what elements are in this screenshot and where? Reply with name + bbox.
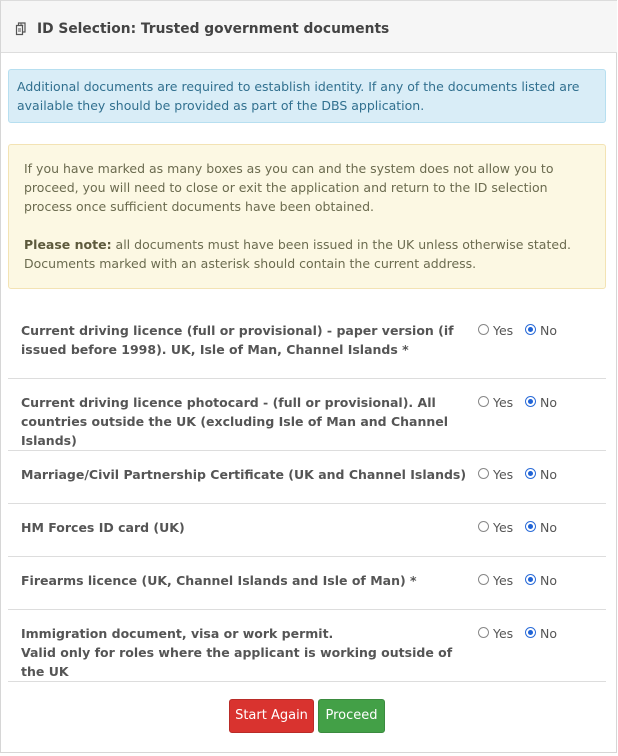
- radio-yes[interactable]: [478, 627, 489, 638]
- document-label: Marriage/Civil Partnership Certificate (UK and Channel Islands): [21, 467, 467, 482]
- yes-no-options: Yes No: [478, 466, 598, 484]
- document-row: [8, 306, 606, 379]
- document-label: Firearms licence (UK, Channel Islands and Isle of Man) *: [21, 573, 417, 588]
- yes-no-options: Yes No: [478, 625, 598, 643]
- document-label-line1: Immigration document, visa or work permit.: [21, 626, 334, 641]
- radio-no[interactable]: [525, 521, 536, 532]
- page-title: ID Selection: Trusted government documents: [37, 21, 390, 37]
- document-copy-icon: [12, 21, 28, 37]
- radio-yes[interactable]: [478, 468, 489, 479]
- document-row: [8, 557, 606, 610]
- radio-no[interactable]: [525, 574, 536, 585]
- warning-alert-text: If you have marked as many boxes as you can and the system does not allow you to proceed, you will need to close or exit the application and return to the ID selection process once sufficient documents have been obtained.: [24, 161, 554, 214]
- radio-no[interactable]: [525, 468, 536, 479]
- document-label: Current driving licence (full or provisional) - paper version (if issued before 1998). UK, Isle of Man, Channel Islands *: [21, 323, 454, 357]
- note-paragraph: [24, 235, 597, 273]
- yes-no-options: Yes No: [478, 394, 598, 412]
- note-body: all documents must have been issued in the UK unless otherwise stated. Documents marked with an asterisk should contain the current address.: [24, 237, 571, 271]
- document-row: [8, 504, 606, 557]
- document-row: [8, 610, 606, 682]
- warning-alert: [8, 144, 606, 289]
- note-lead: Please note:: [24, 237, 112, 252]
- start-again-button[interactable]: Start Again: [229, 699, 314, 733]
- yes-no-options: Yes No: [478, 572, 598, 590]
- document-label-line2: Valid only for roles where the applicant is working outside of the UK: [21, 645, 453, 679]
- radio-no[interactable]: [525, 627, 536, 638]
- info-alert: [8, 69, 606, 123]
- document-label: HM Forces ID card (UK): [21, 520, 185, 535]
- radio-yes[interactable]: [478, 521, 489, 532]
- yes-no-options: Yes No: [478, 322, 598, 340]
- document-label: Current driving licence photocard - (full or provisional). All countries outside the UK (excluding Isle of Man and Channel Islands): [21, 395, 449, 448]
- proceed-button[interactable]: Proceed: [318, 699, 385, 733]
- document-label: [21, 624, 471, 681]
- radio-no[interactable]: [525, 396, 536, 407]
- info-alert-text: Additional documents are required to establish identity. If any of the documents listed are available they should be provided as part of the DBS application.: [17, 79, 580, 113]
- document-row: [8, 451, 606, 504]
- radio-no[interactable]: [525, 324, 536, 335]
- panel-heading: [1, 1, 617, 53]
- radio-yes[interactable]: [478, 574, 489, 585]
- radio-yes[interactable]: [478, 324, 489, 335]
- radio-yes[interactable]: [478, 396, 489, 407]
- document-row: [8, 379, 606, 451]
- yes-no-options: Yes No: [478, 519, 598, 537]
